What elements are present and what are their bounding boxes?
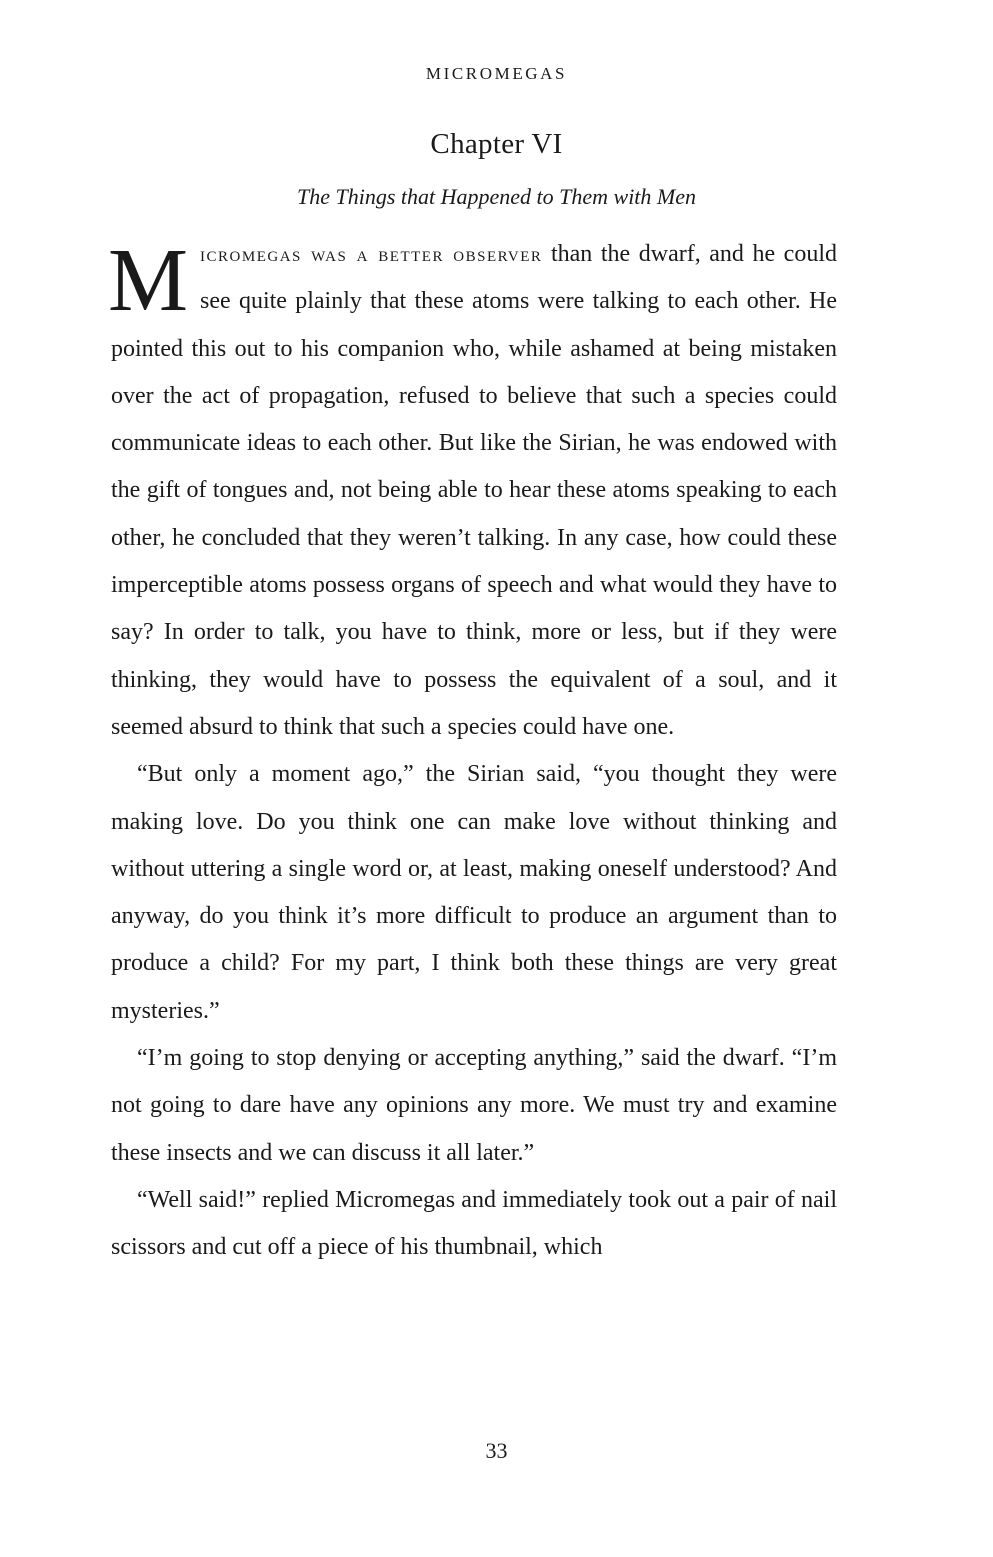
paragraph-2: “But only a moment ago,” the Sirian said, “you thought they were making love. Do you think one can make love without thinking and without uttering a single word or, at least, making oneself understood? And anyway, do you think it’s more difficult to produce an argument than to produce a child? For my part, I think both these things are very great mysteries.” [111, 761, 837, 1024]
chapter-subtitle: The Things that Happened to Them with Men [296, 184, 697, 209]
body-text [108, 231, 838, 1272]
paragraph-4: “Well said!” replied Micromegas and immediately took out a pair of nail scissors and cut off a piece of his thumbnail, which [111, 1186, 837, 1261]
paragraph-1 [108, 231, 838, 751]
chapter-title: Chapter VI [430, 128, 563, 160]
drop-cap: M [108, 231, 189, 330]
paragraph-1-text: than the dwarf, and he could see quite plainly that these atoms were talking to each other. He pointed this out to his companion who, while ashamed at being mistaken over the act of propagation, refused to believe that such a species could communicate ideas to each other. But like the Sirian, he was endowed with the gift of tongues and, not being able to hear these atoms speaking to each other, he concluded that they weren’t talking. In any case, how could these imperceptible atoms possess organs of speech and what would they have to say? In order to talk, you have to think, more or less, but if they were thinking, they would have to possess the equivalent of a soul, and it seemed absurd to think that such a species could have one. [111, 241, 838, 740]
paragraph-3: “I’m going to stop denying or accepting anything,” said the dwarf. “I’m not going to dare have any opinions any more. We must try and examine these insects and we can discuss it all later.” [111, 1045, 837, 1166]
page-number: 33 [485, 1438, 508, 1463]
running-head: MICROMEGAS [425, 64, 568, 83]
opening-small-caps: icromegas was a better observer [200, 242, 543, 266]
